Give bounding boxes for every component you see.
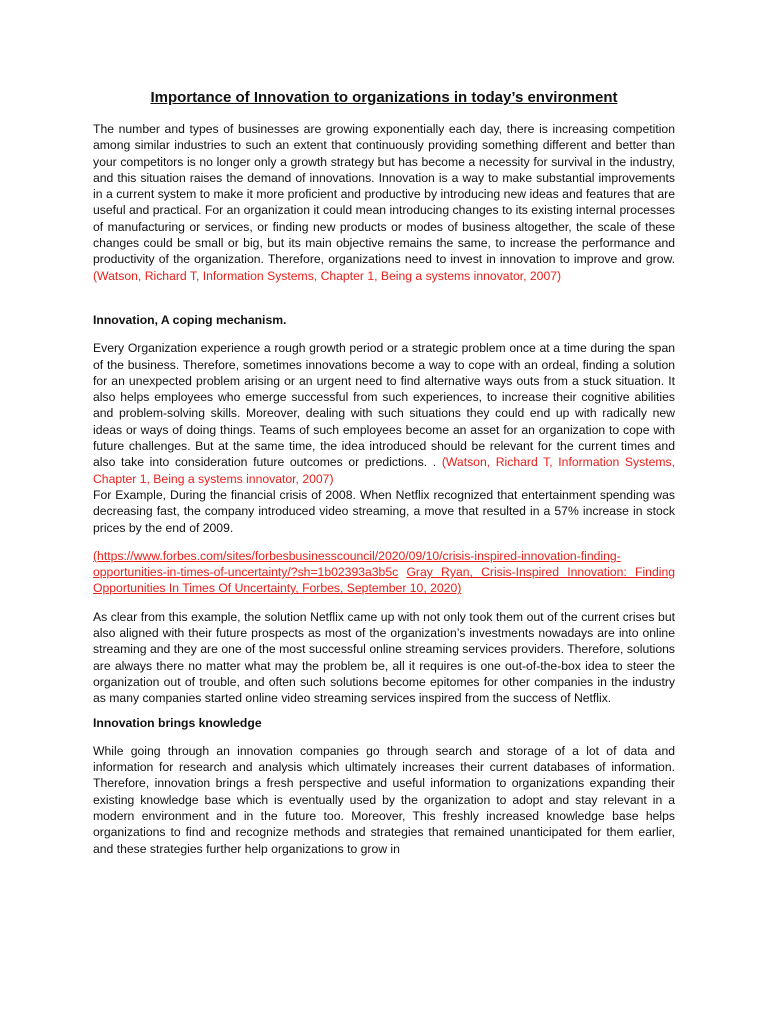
coping-citation: (Watson, Richard T, Information Systems, Chapter 1, Being a systems innovator, 2007) [93, 455, 675, 486]
netflix-analysis-paragraph: As clear from this example, the solution Netflix came up with not only took them out of the current crises but also aligned with their future prospects as most of the organization’s investments nowadays are into online streaming and they are one of the most successful online streaming services providers. Therefore, solutions are always there no matter what may the problem be, all it requires is one out-of-the-box idea to steer the organization out of trouble, and often such solutions become epitomes for other companies in the industry as many companies started online video streaming services inspired from the success of Netflix. [93, 609, 675, 706]
intro-paragraph [93, 121, 675, 284]
document-page [93, 88, 675, 857]
intro-citation: (Watson, Richard T, Information Systems, Chapter 1, Being a systems innovator, 2007) [93, 268, 562, 283]
forbes-reference-link[interactable]: (https://www.forbes.com/sites/forbesbusinesscouncil/2020/09/10/crisis-inspired-innovation-finding-opportunities-in-times-of-uncertainty/?sh=1b02393a3b5c [93, 548, 621, 580]
page-title: Importance of Innovation to organizations in today’s environment [150, 89, 618, 106]
coping-text: Every Organization experience a rough growth period or a strategic problem once at a time during the span of the business. Therefore, sometimes innovations become a way to cope with an ordeal, finding a solution for an unexpected problem arising or an urgent need to find alternative ways outs from a stuck situation. It also helps employees who emerge successful from such experiences, to increase their cognitive abilities and problem-solving skills. Moreover, dealing with such situations they could end up with radically new ideas or ways of doing things. Teams of such employees become an asset for an organization to cope with future challenges. But at the same time, the idea introduced should be relevant for the current times and also take into consideration future outcomes or predictions. . [93, 341, 675, 470]
forbes-reference-detail: Gray Ryan, Crisis-Inspired Innovation: Finding Opportunities In Times Of Uncertainty, Forbes, September 10, 2020) [93, 565, 675, 596]
knowledge-paragraph: While going through an innovation companies go through search and storage of a lot of data and information for research and analysis which ultimately increases their current databases of information. Therefore, innovation brings a fresh perspective and useful information to organizations expanding their existing knowledge base which is eventually used by the organization to adopt and stay relevant in a modern environment and in the future too. Moreover, This freshly increased knowledge base helps organizations to find and recognize methods and strategies that remained unanticipated for them earlier, and these strategies further help organizations to grow in [93, 743, 675, 856]
section-heading-knowledge: Innovation brings knowledge [93, 715, 262, 730]
netflix-example-paragraph: For Example, During the financial crisis of 2008. When Netflix recognized that entertainment spending was decreasing fast, the company introduced video streaming, a move that resulted in a 57% increase in stock prices by the end of 2009. [93, 487, 675, 535]
forbes-reference [93, 548, 675, 597]
intro-text: The number and types of businesses are growing exponentially each day, there is increasing competition among similar industries to such an extent that continuously providing something different and better than your competitors is no longer only a growth strategy but has become a necessity for survival in the industry, and this situation raises the demand of innovations. Innovation is a way to make substantial improvements in a current system to make it more proficient and productive by introducing new ideas and features that are useful and practical. For an organization it could mean introducing changes to its existing internal processes of manufacturing or services, or finding new products or modes of business altogether, the scale of these changes could be small or big, but its main objective remains the same, to increase the performance and productivity of the organization. Therefore, organizations need to invest in innovation to improve and grow. [93, 122, 675, 267]
section-heading-coping: Innovation, A coping mechanism. [93, 312, 287, 327]
coping-paragraph [93, 340, 675, 487]
